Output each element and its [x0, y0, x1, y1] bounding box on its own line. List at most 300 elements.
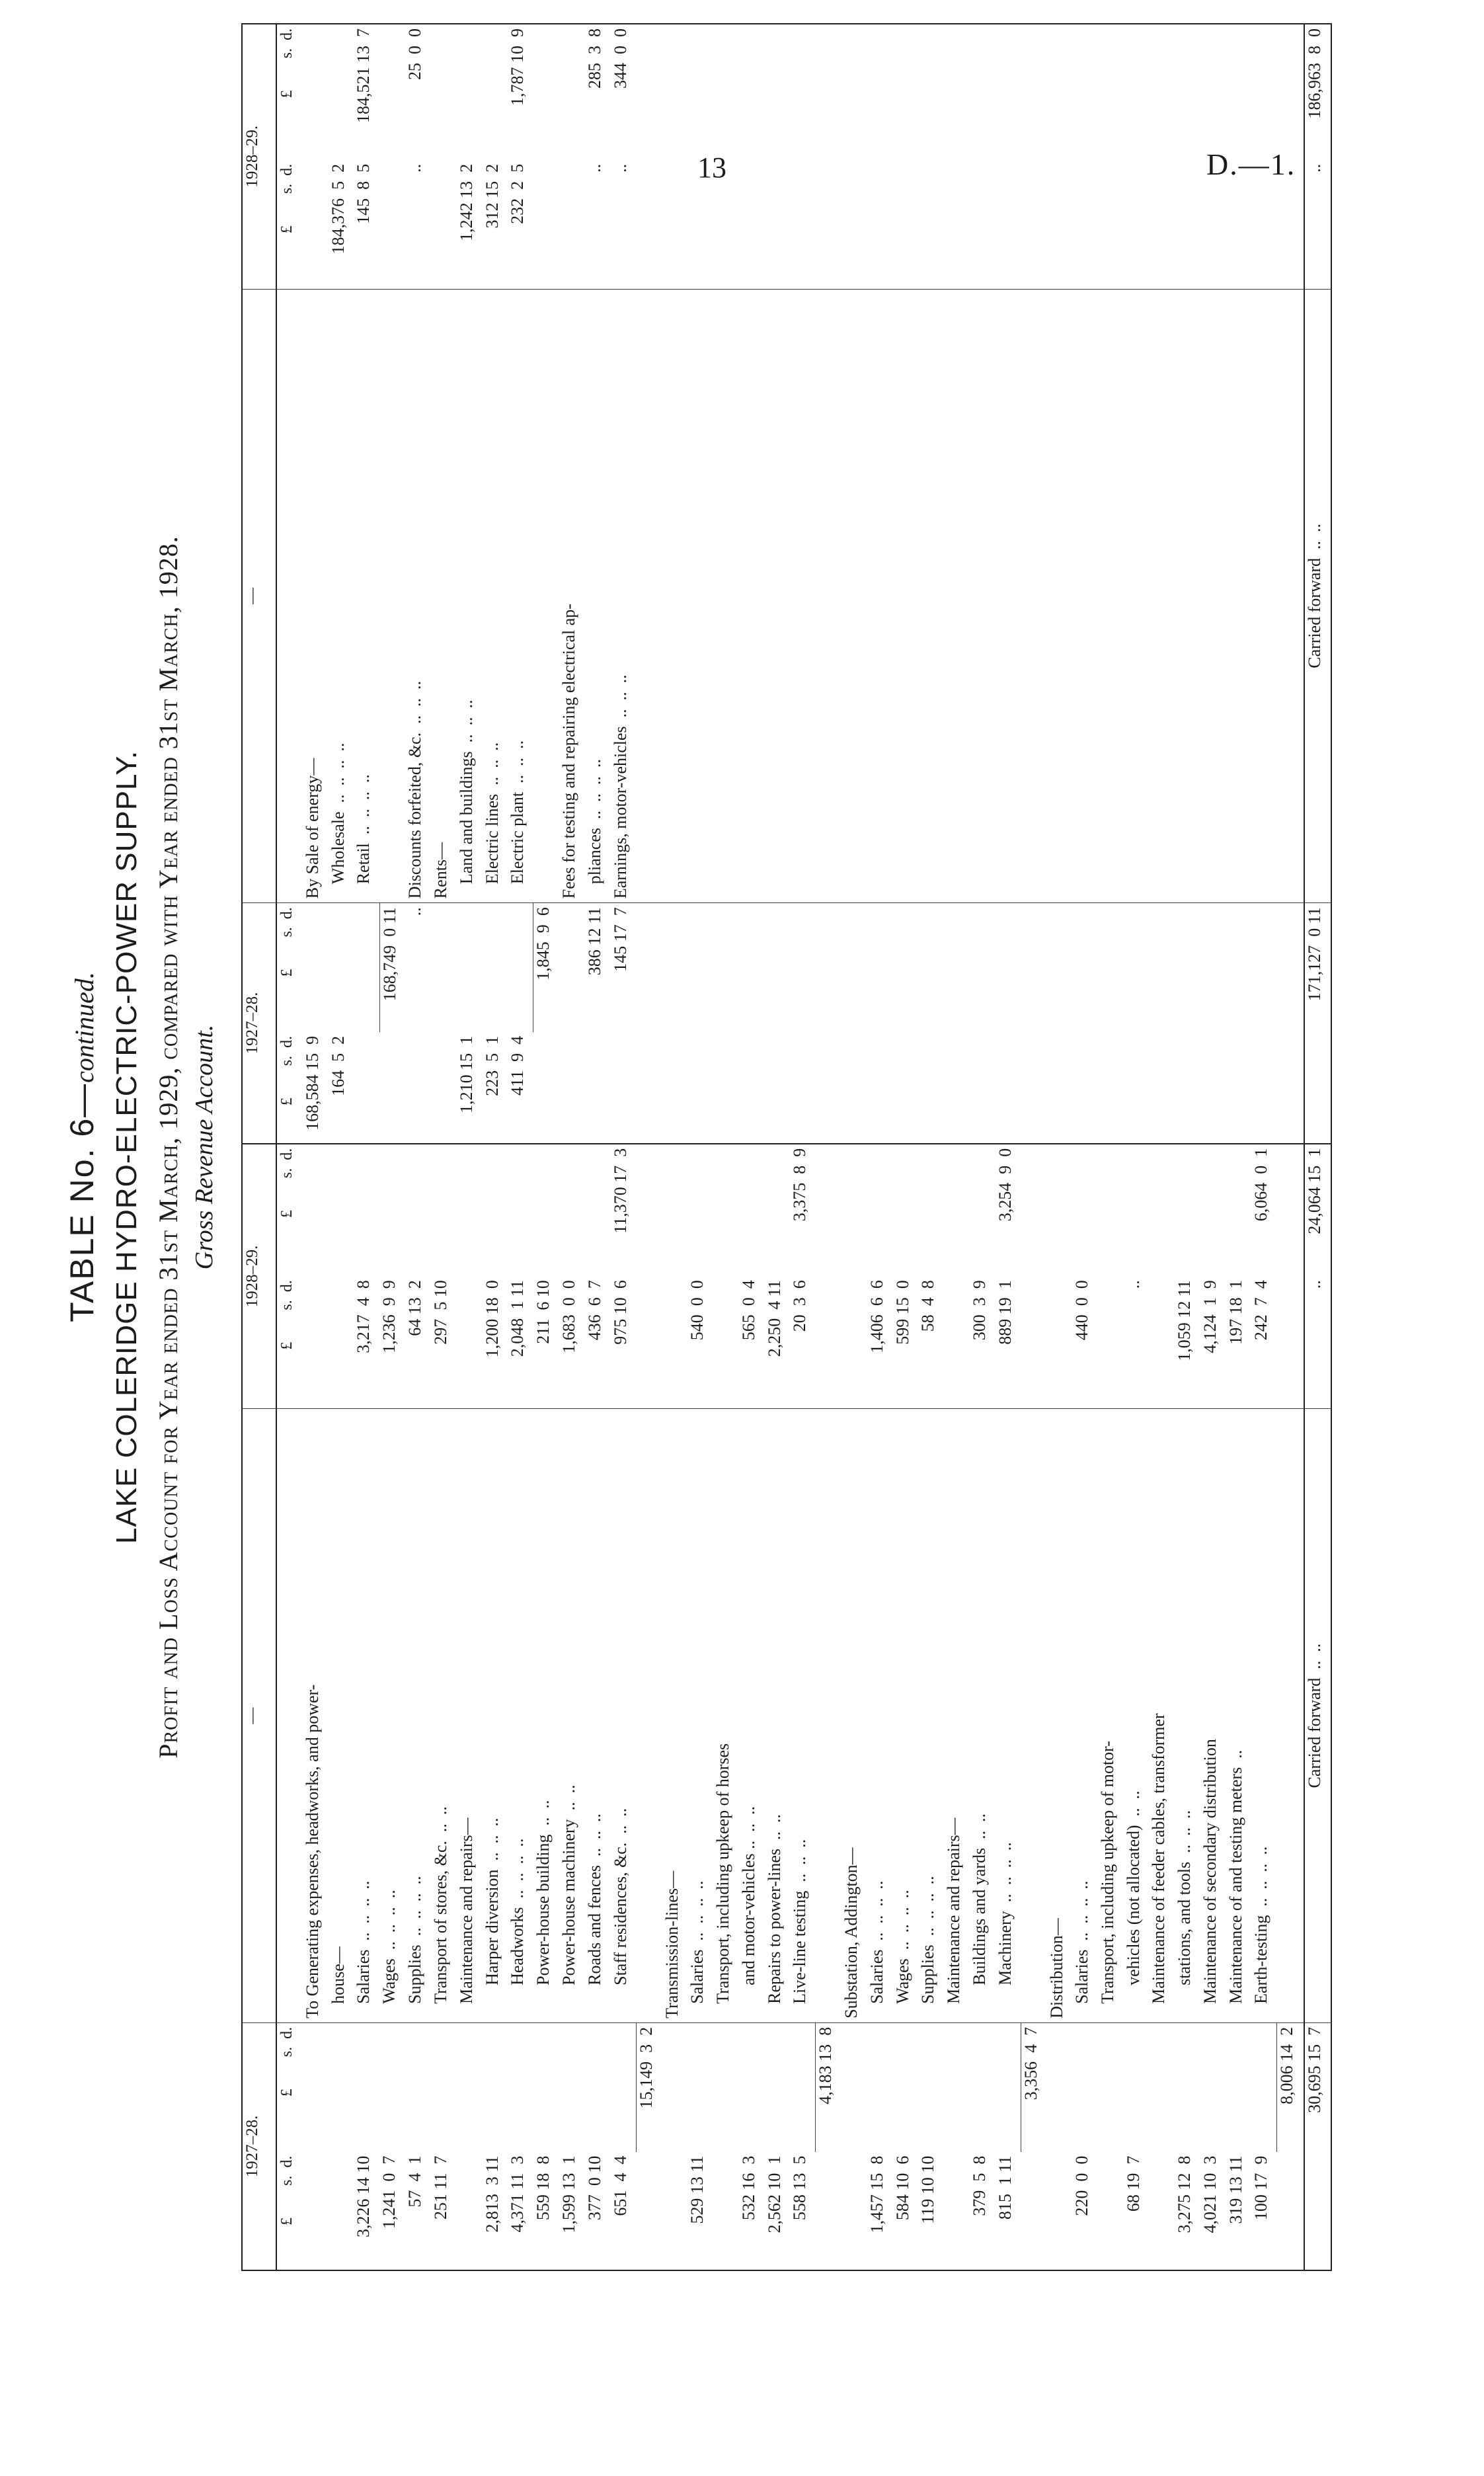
- debit-1929-item: 599 15 0: [893, 1276, 919, 1409]
- empty-cell: [1098, 160, 1124, 289]
- empty-cell: [1200, 903, 1226, 1032]
- debit-1929-subtotal: [329, 1144, 354, 1277]
- empty-cell: [1098, 1032, 1124, 1144]
- debit-1928-subtotal: [713, 2022, 739, 2151]
- account-row: [405, 24, 431, 2270]
- debit-1928-item: 68 19 7: [1123, 2155, 1143, 2212]
- credit-1929-item: [431, 160, 457, 289]
- table-title: LAKE COLERIDGE HYDRO-ELECTRIC-POWER SUPPLY.: [110, 750, 143, 1544]
- empty-cell: [816, 24, 841, 160]
- account-row: [1047, 24, 1073, 2270]
- empty-cell: [739, 903, 765, 1032]
- account-row: [636, 24, 662, 2270]
- empty-cell: [790, 903, 816, 1032]
- debit-1928-subtotal: [533, 2022, 559, 2151]
- empty-cell: [687, 903, 713, 1032]
- credit-1928-item: [354, 1032, 379, 1144]
- empty-cell: [944, 160, 970, 289]
- debit-1929-item: 889 19 1: [996, 1276, 1021, 1409]
- empty-cell: [1251, 1032, 1277, 1144]
- debit-1928-subtotal: [405, 2022, 431, 2151]
- debit-1928-item: 1,599 13 1: [559, 2155, 579, 2233]
- debit-1929-item: [1021, 1276, 1046, 1409]
- empty-cell: [918, 1032, 944, 1144]
- empty-cell: [1149, 160, 1175, 289]
- debit-item-label: Maintenance of and testing meters ..: [1226, 1409, 1252, 2023]
- debit-1928-item: [841, 2152, 867, 2270]
- empty-cell: [970, 160, 996, 289]
- debit-item-label: Harper diversion .. .. ..: [483, 1409, 508, 2023]
- empty-cell: [1021, 1032, 1046, 1144]
- empty-cell: [1098, 24, 1124, 160]
- debit-item-label: Power-house building .. ..: [533, 1409, 559, 2023]
- credit-1928-item: [379, 1032, 405, 1144]
- credit-1928-subtotal: [431, 903, 457, 1032]
- debit-1929-item: [636, 1276, 662, 1409]
- credit-1929-subtotal: [457, 24, 483, 160]
- debit-1929-subtotal: [1098, 1144, 1124, 1277]
- empty-cell: [1277, 24, 1303, 160]
- credit-1928-subtotal: [483, 903, 508, 1032]
- empty-cell: [687, 24, 713, 160]
- debit-item-label: Maintenance of feeder cables, transformer: [1149, 1409, 1175, 2023]
- empty-cell: [687, 160, 713, 289]
- empty-cell: [1149, 289, 1175, 903]
- debit-item-label: Salaries .. .. .. ..: [354, 1409, 379, 2023]
- document-reference: D.—1.: [1206, 147, 1296, 181]
- debit-1929-item: 1,406 6 6: [867, 1276, 893, 1409]
- empty-cell: [636, 1032, 662, 1144]
- empty-cell: [918, 289, 944, 903]
- empty-cell: [1200, 160, 1226, 289]
- debit-1929-item: 3,217 4 8: [354, 1276, 379, 1409]
- debit-1928-item: 100 17 9: [1251, 2155, 1271, 2221]
- credit-1929-item: 312 15 2: [483, 160, 508, 289]
- credit-1929-subtotal: 184,521 13 7: [354, 28, 373, 123]
- empty-cell: [687, 1032, 713, 1144]
- debit-item-label: Repairs to power-lines .. ..: [765, 1409, 791, 2023]
- debit-carried-forward-label: Carried forward .. ..: [1304, 1409, 1331, 2023]
- account-row: [687, 24, 713, 2270]
- empty-cell: [841, 289, 867, 903]
- empty-cell: [739, 160, 765, 289]
- debit-1929-item: 975 10 6: [611, 1276, 637, 1409]
- account-row: [867, 24, 893, 2270]
- empty-cell: [1175, 289, 1200, 903]
- debit-1928-item: [713, 2152, 739, 2270]
- debit-1929-subtotal: [918, 1144, 944, 1277]
- debit-1929-subtotal: [687, 1144, 713, 1277]
- empty-cell: [1124, 24, 1150, 160]
- credit-1929-item: [379, 160, 405, 289]
- units-label: £ s. d.: [276, 1032, 303, 1144]
- empty-cell: [1226, 289, 1252, 903]
- debit-item-label: Live-line testing .. .. ..: [790, 1409, 816, 2023]
- debit-1929-item: [662, 1276, 688, 1409]
- table-number: TABLE No. 6—: [63, 1082, 100, 1322]
- empty-cell: [739, 289, 765, 903]
- debit-1929-subtotal: [1277, 1144, 1303, 1277]
- credit-1929-header: 1928–29.: [242, 24, 276, 289]
- units-label: £ s. d.: [278, 2026, 295, 2097]
- empty-cell: [1072, 289, 1098, 903]
- empty-cell: [1251, 160, 1277, 289]
- debit-item-label: Staff residences, &c. .. ..: [611, 1409, 637, 2023]
- header-row: [242, 24, 276, 2270]
- debit-1928-item: 119 10 10: [918, 2155, 938, 2224]
- debit-1928-item: 3,275 12 8: [1175, 2155, 1194, 2233]
- empty-cell: [765, 1032, 791, 1144]
- empty-cell: [841, 1032, 867, 1144]
- debit-total-1928: 30,695 15 7: [1304, 2022, 1331, 2151]
- credit-1928-subtotal: 1,845 9 6: [533, 903, 559, 1032]
- debit-1928-item: 220 0 0: [1072, 2155, 1092, 2216]
- empty-cell: [790, 1032, 816, 1144]
- empty-cell: [662, 289, 688, 903]
- empty-cell: [1277, 903, 1303, 1032]
- units-label: £ s. d.: [278, 28, 295, 99]
- debit-1929-subtotal: [816, 1144, 841, 1277]
- debit-1929-item: 436 6 7: [585, 1276, 611, 1409]
- debit-1929-item: 2,048 1 11: [508, 1276, 533, 1409]
- empty-cell: [765, 289, 791, 903]
- debit-1929-subtotal: [970, 1144, 996, 1277]
- debit-1928-item: [303, 2152, 329, 2270]
- empty-cell: [893, 289, 919, 903]
- debit-1929-subtotal: [533, 1144, 559, 1277]
- credit-1928-subtotal: ..: [405, 907, 425, 916]
- debit-1929-subtotal: 3,254 9 0: [995, 1148, 1015, 1222]
- empty-cell: [970, 24, 996, 160]
- account-row: [431, 24, 457, 2270]
- empty-cell: [1175, 160, 1200, 289]
- account-row: [585, 24, 611, 2270]
- credit-1929-subtotal: [431, 24, 457, 160]
- credit-item-label: Land and buildings .. .. ..: [457, 289, 483, 903]
- debit-1928-subtotal: [944, 2022, 970, 2151]
- debit-item-label: Wages .. .. .. ..: [379, 1409, 405, 2023]
- debit-1929-item: [1047, 1276, 1073, 1409]
- empty-cell: [1072, 903, 1098, 1032]
- debit-1929-item: 20 3 6: [790, 1276, 816, 1409]
- credit-item-label: Retail .. .. .. ..: [354, 289, 379, 903]
- debit-1928-item: 57 4 1: [405, 2155, 425, 2208]
- debit-1929-item: 440 0 0: [1072, 1276, 1098, 1409]
- debit-1928-subtotal: [867, 2022, 893, 2151]
- empty-cell: [1021, 903, 1046, 1032]
- debit-1929-subtotal: [944, 1144, 970, 1277]
- account-row: [970, 24, 996, 2270]
- empty-cell: [1200, 24, 1226, 160]
- credit-1928-subtotal: [303, 903, 329, 1032]
- account-row: [1200, 24, 1226, 2270]
- account-name: Gross Revenue Account.: [190, 1024, 218, 1270]
- debit-1929-item: 64 13 2: [405, 1276, 431, 1409]
- account-row: [790, 24, 816, 2270]
- empty-cell: [713, 160, 739, 289]
- account-row: [508, 24, 533, 2270]
- debit-1928-item: [1149, 2152, 1175, 2270]
- debit-1928-subtotal: 3,356 4 7: [1021, 2022, 1046, 2151]
- account-row: [483, 24, 508, 2270]
- debit-1928-item: [1098, 2152, 1124, 2270]
- debit-1929-subtotal: [1047, 1144, 1073, 1277]
- empty-cell: [970, 903, 996, 1032]
- empty-cell: [1200, 1032, 1226, 1144]
- empty-cell: [662, 903, 688, 1032]
- credit-1929-subtotal: [559, 24, 585, 160]
- debit-item-label: Transport, including upkeep of horses: [713, 1409, 739, 2023]
- page-number: 13: [697, 151, 726, 184]
- units-label: £ s. d.: [278, 907, 295, 977]
- debit-1929-subtotal: [559, 1144, 585, 1277]
- debit-1928-item: [816, 2152, 841, 2270]
- debit-1929-item: 300 3 9: [970, 1276, 996, 1409]
- account-row: [841, 24, 867, 2270]
- debit-item-label: [816, 1409, 841, 2023]
- debit-1929-item: [303, 1276, 329, 1409]
- debit-1929-subtotal: [405, 1144, 431, 1277]
- debit-1928-item: [457, 2152, 483, 2270]
- credit-1928-subtotal: [354, 903, 379, 1032]
- credit-carried-forward-label: Carried forward .. ..: [1304, 289, 1331, 903]
- empty-cell: [816, 289, 841, 903]
- debit-1928-item: 584 10 6: [892, 2155, 912, 2221]
- empty-cell: [739, 24, 765, 160]
- empty-cell: [636, 160, 662, 289]
- empty-cell: [662, 24, 688, 160]
- empty-cell: [867, 903, 893, 1032]
- debit-1929-subtotal: [1021, 1144, 1046, 1277]
- debit-1929-item: [944, 1276, 970, 1409]
- debit-1929-item: 197 18 1: [1226, 1276, 1252, 1409]
- debit-1928-subtotal: [457, 2022, 483, 2151]
- empty-cell: [1047, 160, 1073, 289]
- empty-cell: [918, 24, 944, 160]
- debit-1929-subtotal: [765, 1144, 791, 1277]
- empty-cell: [662, 160, 688, 289]
- debit-1928-item: [1021, 2152, 1046, 2270]
- debit-1929-item: 211 6 10: [533, 1276, 559, 1409]
- credit-1928-item: [559, 1032, 585, 1144]
- debit-total-mid: ..: [1304, 1276, 1331, 1409]
- empty-cell: [918, 160, 944, 289]
- empty-cell: [944, 903, 970, 1032]
- empty-cell: [1098, 289, 1124, 903]
- credit-total-1929: 186,963 8 0: [1304, 24, 1331, 160]
- debit-1928-subtotal: [1124, 2022, 1150, 2151]
- credit-1928-subtotal: 386 12 11: [585, 907, 604, 976]
- debit-1928-subtotal: 15,149 3 2: [636, 2022, 662, 2151]
- debit-item-label: Salaries .. .. .. ..: [867, 1409, 893, 2023]
- account-row: [1072, 24, 1098, 2270]
- credit-1928-item: [405, 1032, 431, 1144]
- empty-cell: [970, 289, 996, 903]
- empty-cell: [713, 903, 739, 1032]
- empty-cell: [1098, 903, 1124, 1032]
- debit-1929-item: [329, 1276, 354, 1409]
- debit-1929-subtotal: [739, 1144, 765, 1277]
- debit-1928-item: 529 13 11: [687, 2155, 707, 2224]
- debit-item-label: Salaries .. .. .. ..: [687, 1409, 713, 2023]
- credit-1928-item: [611, 1032, 637, 1144]
- debit-1928-subtotal: [1047, 2022, 1073, 2151]
- credit-1928-subtotal: [508, 903, 533, 1032]
- rotated-table-page: [63, 23, 1345, 2271]
- account-row: [457, 24, 483, 2270]
- empty-cell: [1175, 1032, 1200, 1144]
- debit-1928-subtotal: [790, 2022, 816, 2151]
- debit-item-label: Power-house machinery .. ..: [559, 1409, 585, 2023]
- debit-item-label: Headworks .. .. .. ..: [508, 1409, 533, 2023]
- debit-item-label: stations, and tools .. .. ..: [1175, 1409, 1200, 2023]
- credit-1929-subtotal: [379, 24, 405, 160]
- debit-1929-item: 58 4 8: [918, 1276, 944, 1409]
- empty-cell: [1226, 160, 1252, 289]
- credit-1929-item: 145 8 5: [354, 160, 379, 289]
- empty-cell: [1072, 160, 1098, 289]
- debit-1928-item: 4,021 10 3: [1200, 2155, 1220, 2233]
- empty-cell: [636, 289, 662, 903]
- debit-1929-subtotal: [585, 1144, 611, 1277]
- credit-1929-item: ..: [405, 160, 431, 289]
- credit-item-label: Rents—: [431, 289, 457, 903]
- credit-1929-subtotal: 1,787 10 9: [508, 28, 527, 106]
- debit-1928-item: [662, 2152, 688, 2270]
- credit-1928-item: 411 9 4: [508, 1032, 533, 1144]
- credit-1929-item: 184,376 5 2: [329, 160, 354, 289]
- empty-cell: [1251, 903, 1277, 1032]
- debit-1928-subtotal: [329, 2022, 354, 2151]
- debit-1928-subtotal: [1098, 2022, 1124, 2151]
- debit-1928-subtotal: [893, 2022, 919, 2151]
- debit-1928-subtotal: [1149, 2022, 1175, 2151]
- credit-item-label: Wholesale .. .. .. ..: [329, 289, 354, 903]
- empty-cell: [1149, 24, 1175, 160]
- empty-cell: [996, 289, 1021, 903]
- debit-1929-item: [1277, 1276, 1303, 1409]
- units-label: £ s. d.: [278, 1148, 295, 1218]
- debit-item-label: Transport of stores, &c. .. ..: [431, 1409, 457, 2023]
- debit-1929-item: 242 7 4: [1251, 1276, 1277, 1409]
- empty-cell: [1251, 289, 1277, 903]
- debit-1928-subtotal: 8,006 14 2: [1277, 2022, 1303, 2151]
- debit-1928-item: 377 0 10: [585, 2155, 604, 2221]
- debit-1929-item: 1,200 18 0: [483, 1276, 508, 1409]
- debit-1929-subtotal: [1072, 1144, 1098, 1277]
- account-row: [1098, 24, 1124, 2270]
- debit-1929-subtotal: [662, 1144, 688, 1277]
- empty-cell: [1226, 24, 1252, 160]
- debit-1929-item: 1,236 9 9: [379, 1276, 405, 1409]
- debit-1929-subtotal: [1124, 1144, 1150, 1277]
- debit-1928-item: 651 4 4: [610, 2155, 630, 2216]
- account-row: [1149, 24, 1175, 2270]
- account-row: [996, 24, 1021, 2270]
- empty-cell: [893, 24, 919, 160]
- credit-total-1928: 171,127 0 11: [1304, 903, 1331, 1032]
- credit-1928-subtotal: [457, 903, 483, 1032]
- empty-cell: [765, 160, 791, 289]
- credit-item-label: pliances .. .. .. ..: [585, 289, 611, 903]
- empty-cell: [1226, 1032, 1252, 1144]
- debit-1929-subtotal: [1226, 1144, 1252, 1277]
- empty-cell: [944, 289, 970, 903]
- account-rows: [303, 24, 1304, 2270]
- debit-1929-item: [816, 1276, 841, 1409]
- debit-item-label: Machinery .. .. .. ..: [996, 1409, 1021, 2023]
- debit-1928-subtotal: [1072, 2022, 1098, 2151]
- debit-1928-subtotal: [1226, 2022, 1252, 2151]
- debit-1928-subtotal: [585, 2022, 611, 2151]
- debit-1929-subtotal: [379, 1144, 405, 1277]
- credit-1928-item: [431, 1032, 457, 1144]
- empty-cell: [1047, 1032, 1073, 1144]
- debit-1928-subtotal: [303, 2022, 329, 2151]
- debit-1928-item: 1,241 0 7: [379, 2155, 399, 2229]
- credit-1929-item: 1,242 13 2: [457, 160, 483, 289]
- debit-1929-subtotal: [483, 1144, 508, 1277]
- debit-1929-item: [1098, 1276, 1124, 1409]
- debit-item-label: house—: [329, 1409, 354, 2023]
- empty-cell: [713, 1032, 739, 1144]
- credit-1929-item: [533, 160, 559, 289]
- account-row: [765, 24, 791, 2270]
- table-subtitle: Profit and Loss Account for Year ended 31st March, 1929, compared with Year ended 31st March, 1928.: [153, 536, 183, 1759]
- empty-cell: [1277, 160, 1303, 289]
- empty-cell: [1251, 24, 1277, 160]
- debit-1928-subtotal: [483, 2022, 508, 2151]
- empty-cell: [1047, 24, 1073, 160]
- credit-item-label: [533, 289, 559, 903]
- debit-item-label: and motor-vehicles .. .. ..: [739, 1409, 765, 2023]
- account-row: [533, 24, 559, 2270]
- debit-1929-header: 1928–29.: [242, 1144, 276, 1409]
- debit-1928-subtotal: [918, 2022, 944, 2151]
- debit-1929-subtotal: [354, 1144, 379, 1277]
- debit-1928-item: 558 13 5: [790, 2155, 810, 2221]
- debit-1928-subtotal: [559, 2022, 585, 2151]
- debit-item-label: Supplies .. .. .. ..: [918, 1409, 944, 2023]
- debit-item-label: Transport, including upkeep of motor-: [1098, 1409, 1124, 2023]
- debit-1928-subtotal: [970, 2022, 996, 2151]
- debit-item-label: Earth-testing .. .. .. ..: [1251, 1409, 1277, 2023]
- debit-item-label: Substation, Addington—: [841, 1409, 867, 2023]
- debit-item-label: Supplies .. .. .. ..: [405, 1409, 431, 2023]
- empty-cell: [662, 1032, 688, 1144]
- debit-1928-subtotal: [379, 2022, 405, 2151]
- account-row: [918, 24, 944, 2270]
- empty-cell: [790, 289, 816, 903]
- account-row: [662, 24, 688, 2270]
- debit-item-label: [1021, 1409, 1046, 2023]
- credit-1928-subtotal: 145 17 7: [610, 907, 630, 972]
- credit-1928-subtotal: 168,749 0 11: [379, 903, 405, 1032]
- empty-cell: [944, 24, 970, 160]
- credit-1929-subtotal: 344 0 0: [610, 28, 630, 89]
- debit-1928-item: 319 13 11: [1226, 2155, 1245, 2224]
- empty-cell: [1226, 903, 1252, 1032]
- empty-cell: [1072, 1032, 1098, 1144]
- credit-1928-item: 1,210 15 1: [457, 1032, 483, 1144]
- account-row: [893, 24, 919, 2270]
- debit-1928-subtotal: [739, 2022, 765, 2151]
- account-row: [1226, 24, 1252, 2270]
- account-row: [713, 24, 739, 2270]
- debit-1928-subtotal: [662, 2022, 688, 2151]
- credit-dash-header: —: [242, 289, 276, 903]
- account-row: [739, 24, 765, 2270]
